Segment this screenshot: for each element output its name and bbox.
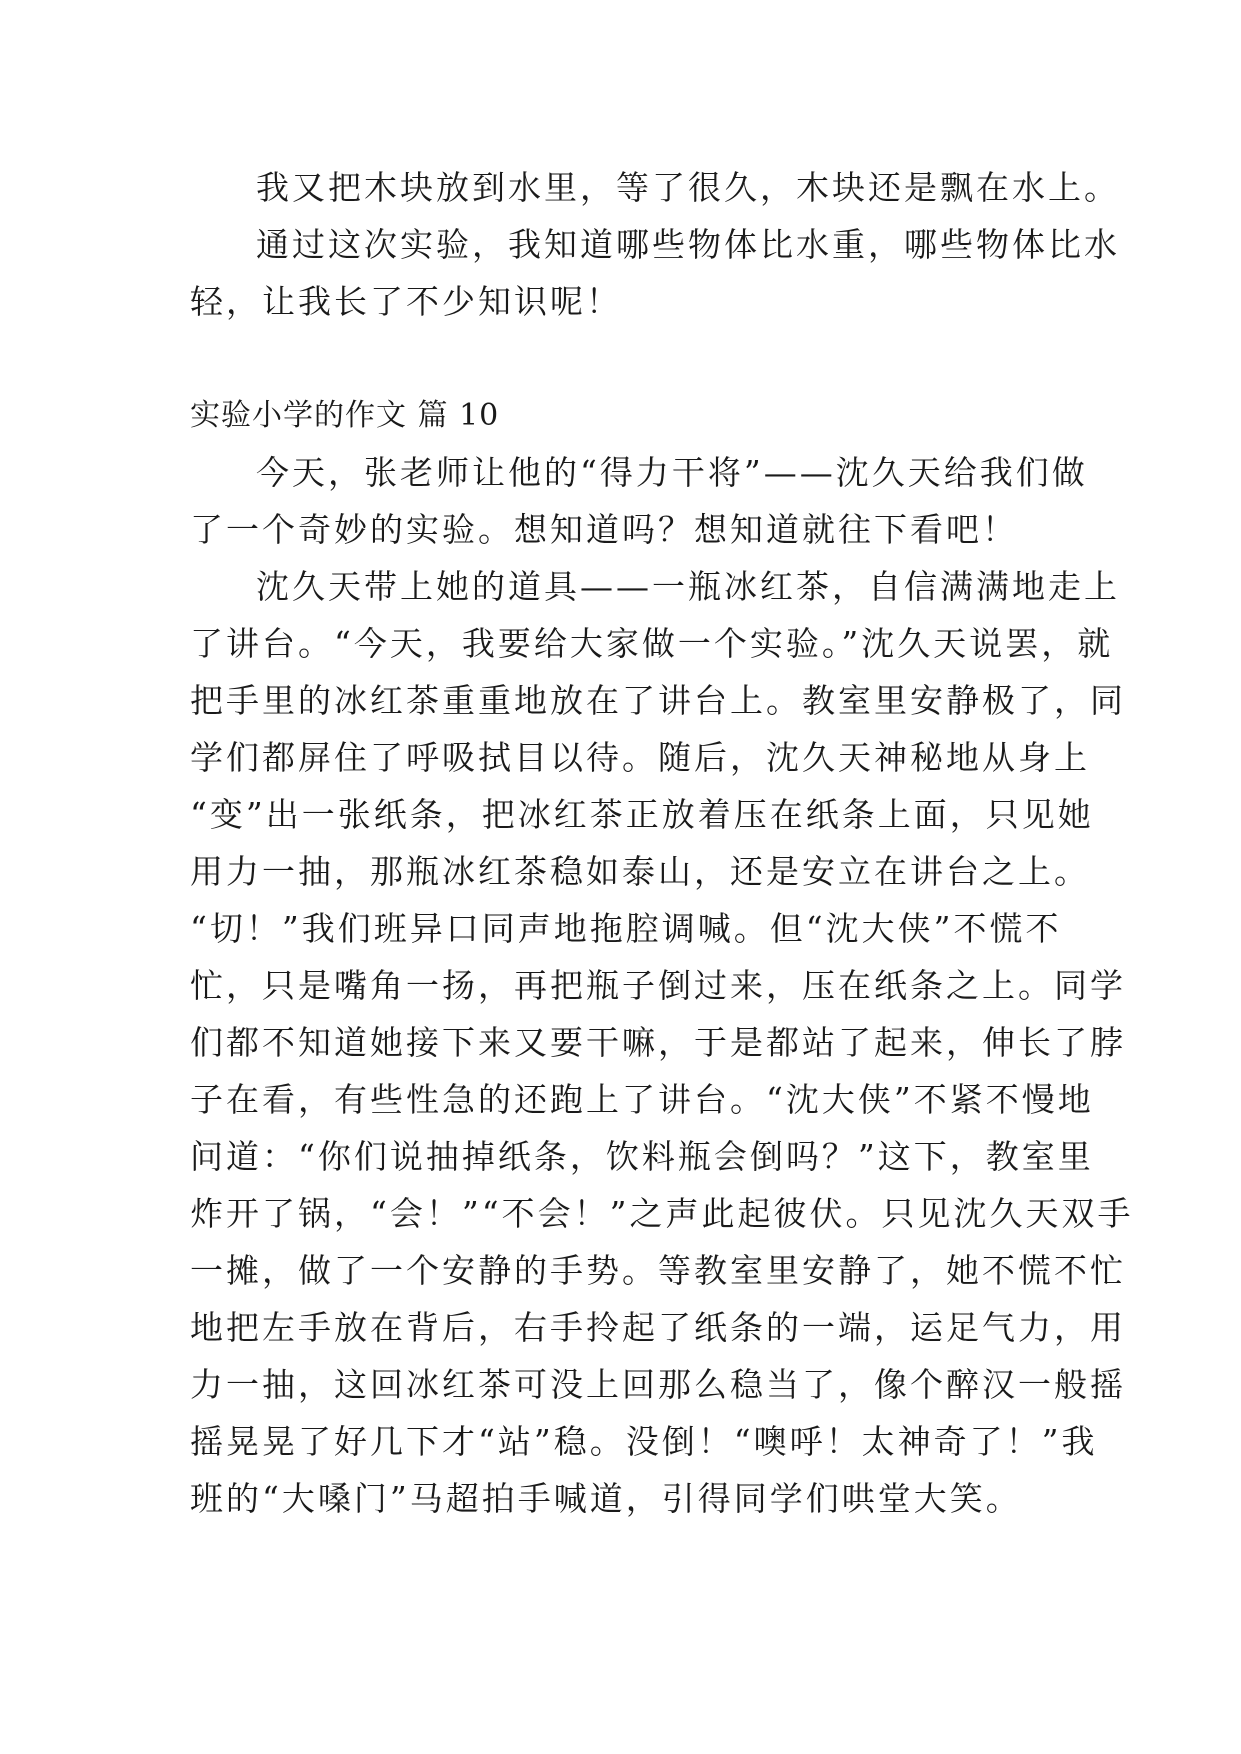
text-line: 今天，张老师让他的“得力干将”——沈久天给我们做 [256,453,1088,492]
text-line: 子在看，有些性急的还跑上了讲台。“沈大侠”不紧不慢地 [190,1080,1094,1119]
text-line: 轻，让我长了不少知识呢！ [190,282,622,321]
text-line: 摇晃晃了好几下才“站”稳。没倒！“噢呼！太神奇了！”我 [190,1422,1098,1461]
text-line: 们都不知道她接下来又要干嘛，于是都站了起来，伸长了脖 [190,1023,1126,1062]
text-line: 把手里的冰红茶重重地放在了讲台上。教室里安静极了，同 [190,681,1126,720]
text-line: “变”出一张纸条，把冰红茶正放着压在纸条上面，只见她 [190,795,1094,834]
text-line: 问道：“你们说抽掉纸条，饮料瓶会倒吗？”这下，教室里 [190,1137,1094,1176]
text-line: 了讲台。“今天，我要给大家做一个实验。”沈久天说罢，就 [190,624,1114,663]
text-line: “切！”我们班异口同声地拖腔调喊。但“沈大侠”不慌不 [190,909,1062,948]
text-line: 班的“大嗓门”马超拍手喊道，引得同学们哄堂大笑。 [190,1479,1022,1518]
text-line: 了一个奇妙的实验。想知道吗？想知道就往下看吧！ [190,510,1018,549]
text-line: 通过这次实验，我知道哪些物体比水重，哪些物体比水 [256,225,1120,264]
text-line: 忙，只是嘴角一扬，再把瓶子倒过来，压在纸条之上。同学 [190,966,1126,1005]
text-line: 用力一抽，那瓶冰红茶稳如泰山，还是安立在讲台之上。 [190,852,1090,891]
section-title: 实验小学的作文 篇 10 [190,398,500,433]
text-line: 沈久天带上她的道具——一瓶冰红茶，自信满满地走上 [256,567,1120,606]
text-line: 我又把木块放到水里，等了很久，木块还是飘在水上。 [256,168,1120,207]
text-line: 炸开了锅，“会！”“不会！”之声此起彼伏。只见沈久天双手 [190,1194,1134,1233]
text-line: 学们都屏住了呼吸拭目以待。随后，沈久天神秘地从身上 [190,738,1090,777]
text-line: 力一抽，这回冰红茶可没上回那么稳当了，像个醉汉一般摇 [190,1365,1126,1404]
text-line: 一摊，做了一个安静的手势。等教室里安静了，她不慌不忙 [190,1251,1126,1290]
text-line: 地把左手放在背后，右手拎起了纸条的一端，运足气力，用 [190,1308,1126,1347]
